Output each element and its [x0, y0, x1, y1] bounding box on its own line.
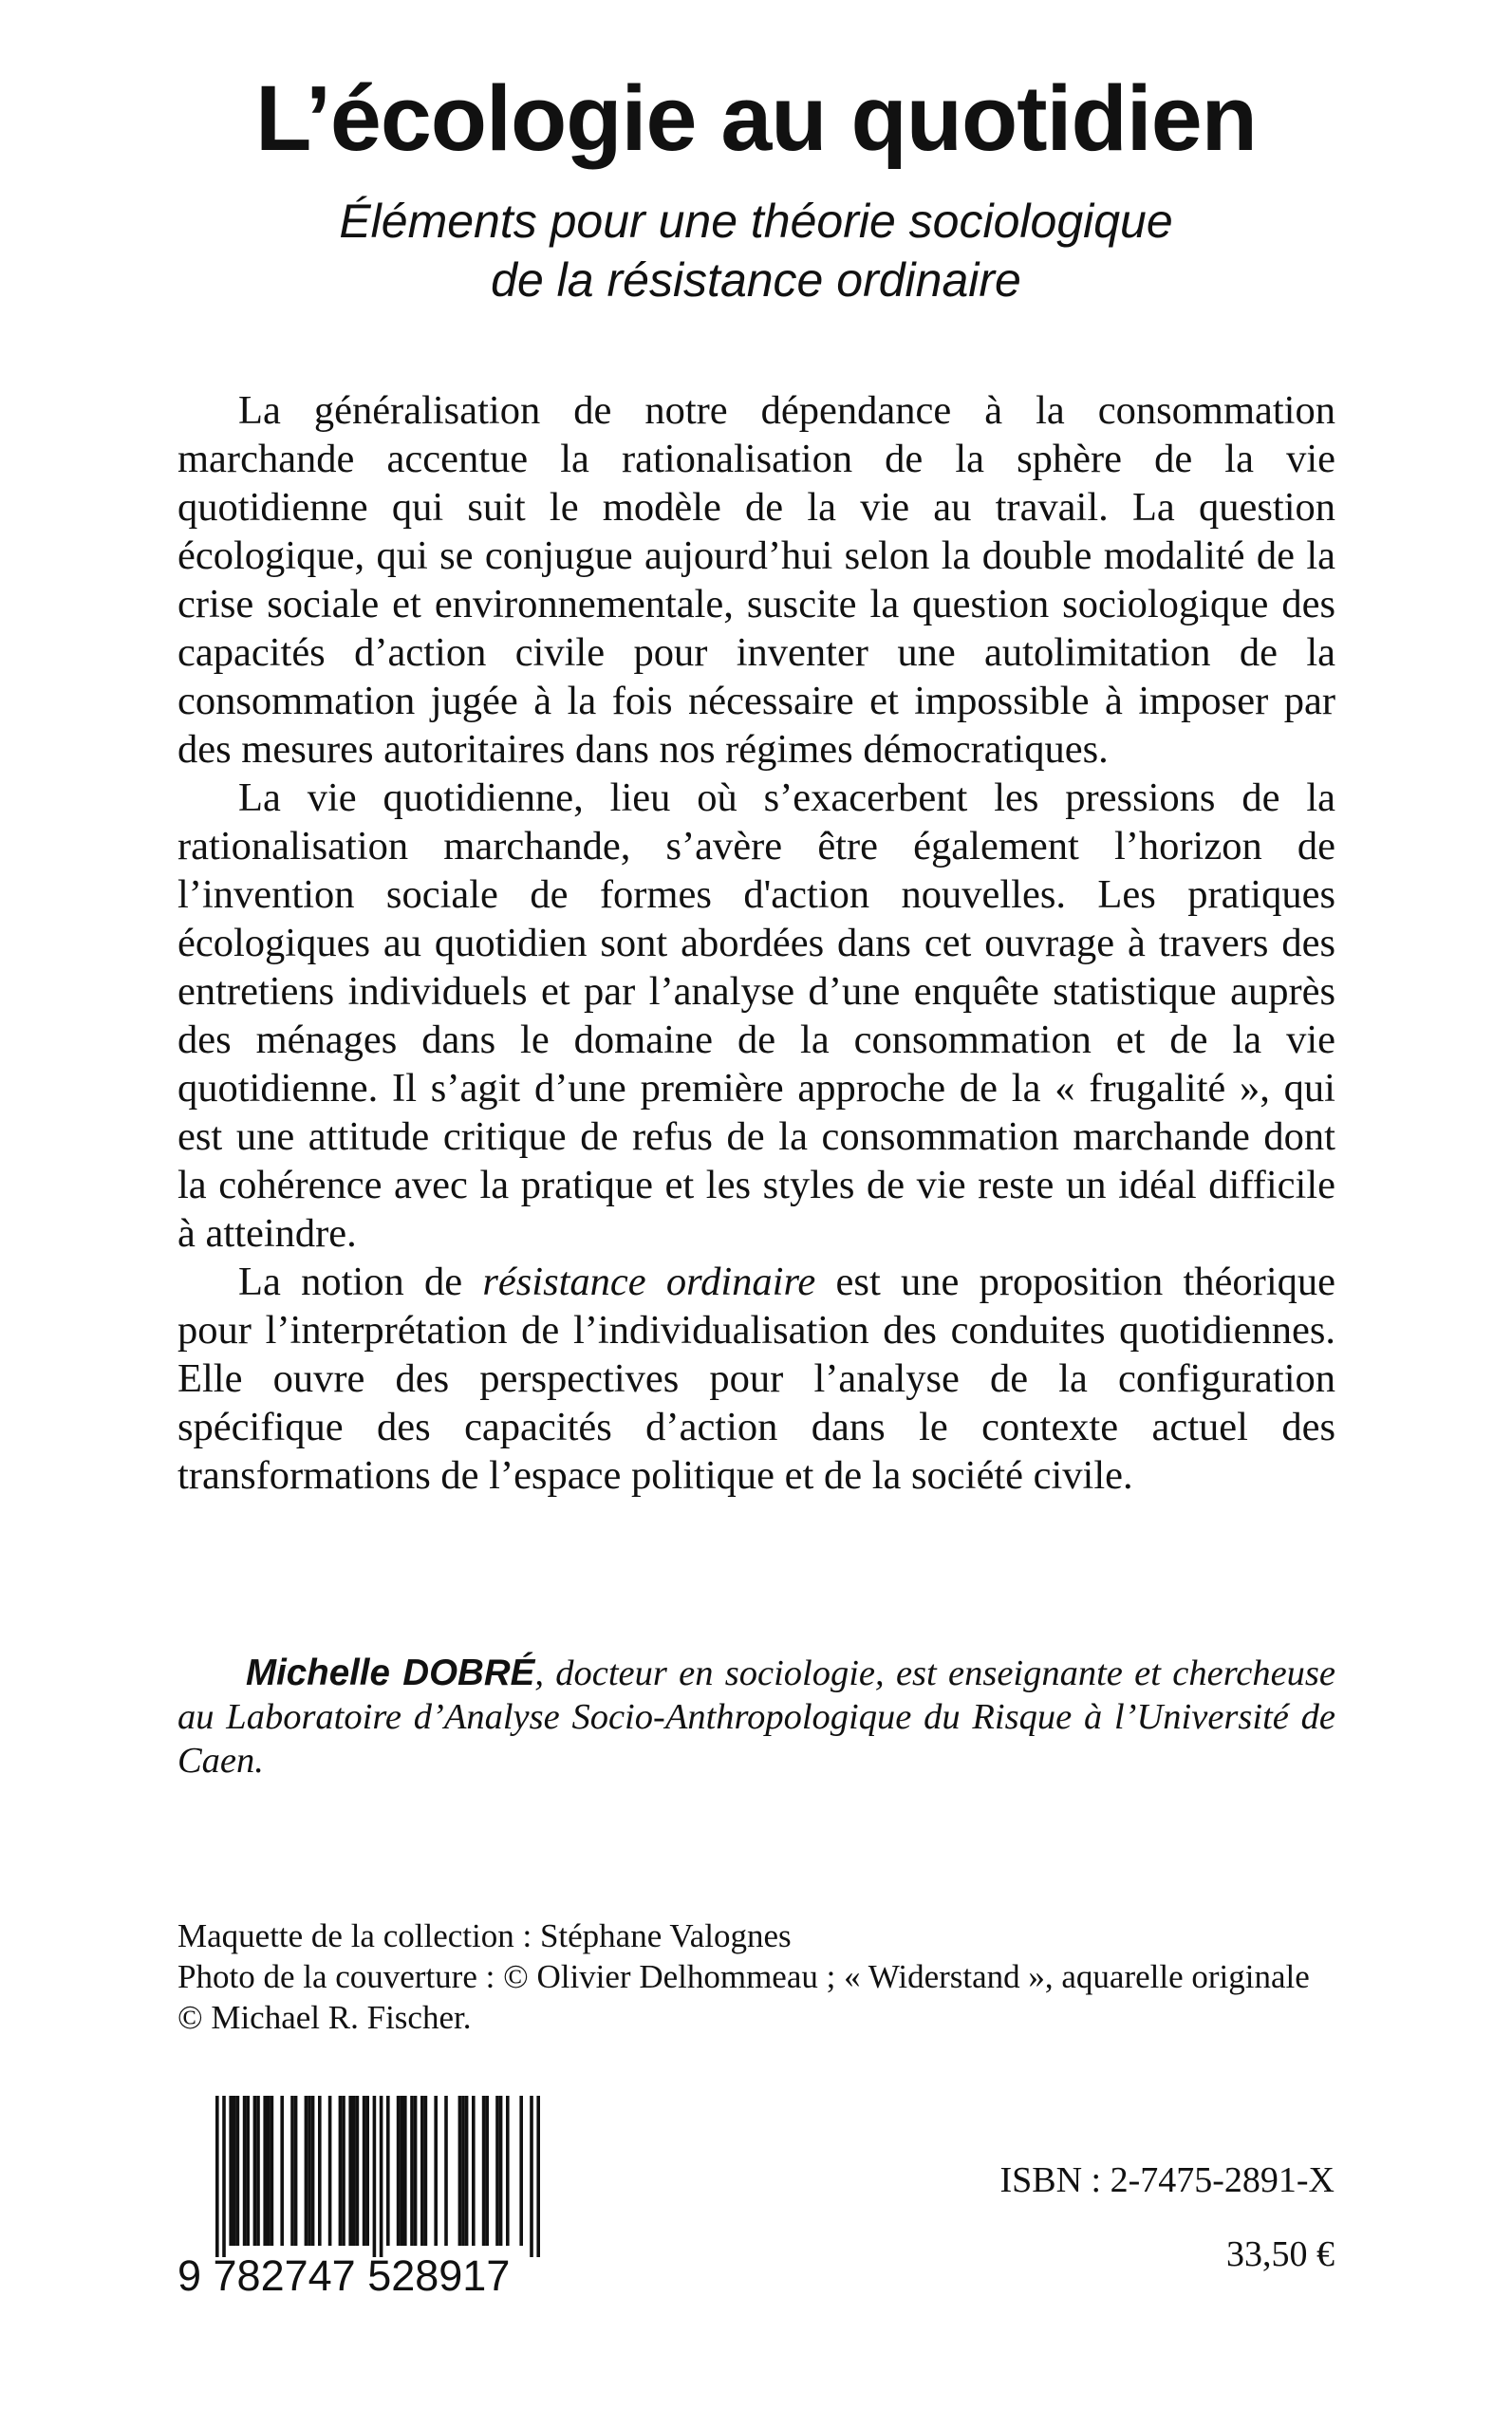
barcode-bar: [434, 2096, 438, 2246]
barcode-bar: [229, 2096, 233, 2246]
author-description: , docteur en sociologie, est enseignante et chercheuse au Laboratoire d’Analyse Socio-Anthropologique du Risque à l’Université de Caen.: [177, 1653, 1335, 1781]
subtitle-line-1: Éléments pour une théorie sociologique: [339, 195, 1173, 248]
paragraph-3-start: La notion de: [238, 1260, 483, 1304]
paragraph-3-end: est une proposition théorique pour l’interprétation de l’individualisation des conduites quotidiennes. Elle ouvre des perspectives pour l’analyse de la configuration spécifique des capacités d’action dans le contexte actuel des transformations de l’espace politique et de la société civile.: [177, 1260, 1335, 1498]
barcode-bar: [256, 2096, 260, 2246]
barcode-bar: [271, 2096, 274, 2246]
barcode: [177, 2096, 595, 2257]
barcode-bar: [403, 2096, 407, 2246]
barcode-bar: [294, 2096, 298, 2246]
barcode-bar: [222, 2096, 226, 2257]
credit-layout: Maquette de la collection : Stéphane Valognes: [177, 1917, 792, 1954]
barcode-bar: [458, 2096, 462, 2246]
barcode-bar: [373, 2096, 377, 2257]
author-name: Michelle DOBRÉ: [246, 1653, 535, 1693]
barcode-bar: [339, 2096, 343, 2246]
barcode-bar: [308, 2096, 311, 2246]
barcode-bar: [243, 2096, 247, 2246]
barcode-bar: [342, 2096, 345, 2246]
barcode-bar: [499, 2096, 503, 2246]
barcode-bar: [461, 2096, 465, 2246]
paragraph-3-emphasis: résistance ordinaire: [482, 1260, 816, 1304]
credit-photo: Photo de la couverture : © Olivier Delhommeau ; « Widerstand », aquarelle originale © Michael R. Fischer.: [177, 1958, 1310, 2036]
barcode-bar: [246, 2096, 250, 2246]
blurb-paragraph-3: [177, 1258, 1335, 1500]
barcode-bar: [263, 2096, 267, 2246]
barcode-bar: [482, 2096, 486, 2246]
book-subtitle: [0, 192, 1512, 309]
barcode-bar: [305, 2096, 308, 2246]
barcode-bar: [365, 2096, 369, 2246]
barcode-bar: [506, 2096, 510, 2246]
barcode-bar: [352, 2096, 356, 2246]
blurb-text: [177, 386, 1335, 1500]
barcode-bar: [397, 2096, 401, 2246]
barcode-bar: [233, 2096, 236, 2246]
blurb-paragraph-2: La vie quotidienne, lieu où s’exacerbent les pressions de la rationalisation marchande, s’avère être également l’horizon de l’invention sociale de formes d'action nouvelles. Les pratiques écologiques au quotidien sont abordées dans cet ouvrage à travers des entretiens individuels et par l’analyse d’une enquête statistique auprès des ménages dans le domaine de la consommation et de la vie quotidienne. Il s’agit d’une première approche de la « frugalité », qui est une attitude critique de refus de la consommation marchande dont la cohérence avec la pratique et les styles de vie reste un idéal difficile à atteindre.: [177, 775, 1335, 1256]
barcode-bars: [177, 2096, 595, 2257]
barcode-bar: [267, 2096, 271, 2246]
barcode-bar: [472, 2096, 476, 2246]
barcode-bar: [380, 2096, 383, 2257]
price: 33,50 €: [1226, 2234, 1335, 2274]
author-bio: [177, 1652, 1335, 1783]
barcode-bar: [519, 2096, 523, 2246]
barcode-bar: [356, 2096, 360, 2246]
barcode-bar: [215, 2096, 219, 2257]
barcode-bar: [495, 2096, 499, 2246]
barcode-bar: [424, 2096, 428, 2246]
barcode-bar: [420, 2096, 424, 2246]
barcode-bar: [485, 2096, 489, 2246]
barcode-bar: [400, 2096, 403, 2246]
barcode-bar: [311, 2096, 315, 2246]
subtitle-line-2: de la résistance ordinaire: [491, 253, 1021, 307]
isbn: ISBN : 2-7475-2891-X: [999, 2160, 1335, 2200]
barcode-bar: [444, 2096, 448, 2246]
barcode-bar: [290, 2096, 294, 2246]
barcode-bar: [410, 2096, 414, 2246]
barcode-bar: [536, 2096, 540, 2257]
barcode-bar: [253, 2096, 257, 2246]
barcode-bar: [348, 2096, 352, 2246]
barcode-bar: [386, 2096, 390, 2246]
barcode-digits: 9 782747 528917: [177, 2251, 511, 2300]
book-title: L’écologie au quotidien: [255, 66, 1257, 170]
barcode-bar: [280, 2096, 284, 2246]
credits: [177, 1915, 1335, 2038]
barcode-bar: [328, 2096, 332, 2246]
barcode-bar: [236, 2096, 240, 2246]
barcode-bar: [318, 2096, 322, 2246]
barcode-bar: [530, 2096, 533, 2257]
barcode-bar: [414, 2096, 418, 2246]
blurb-paragraph-1: La généralisation de notre dépendance à la consommation marchande accentue la rationalisation de la sphère de la vie quotidienne qui suit le modèle de la vie au travail. La question écologique, qui se conjugue aujourd’hui selon la double modalité de la crise sociale et environnementale, suscite la question sociologique des capacités d’action civile pour inventer une autolimitation de la consommation jugée à la fois nécessaire et impossible à imposer par des mesures autoritaires dans nos régimes démocratiques.: [177, 388, 1335, 772]
barcode-bar: [465, 2096, 469, 2246]
barcode-bar: [363, 2096, 366, 2246]
